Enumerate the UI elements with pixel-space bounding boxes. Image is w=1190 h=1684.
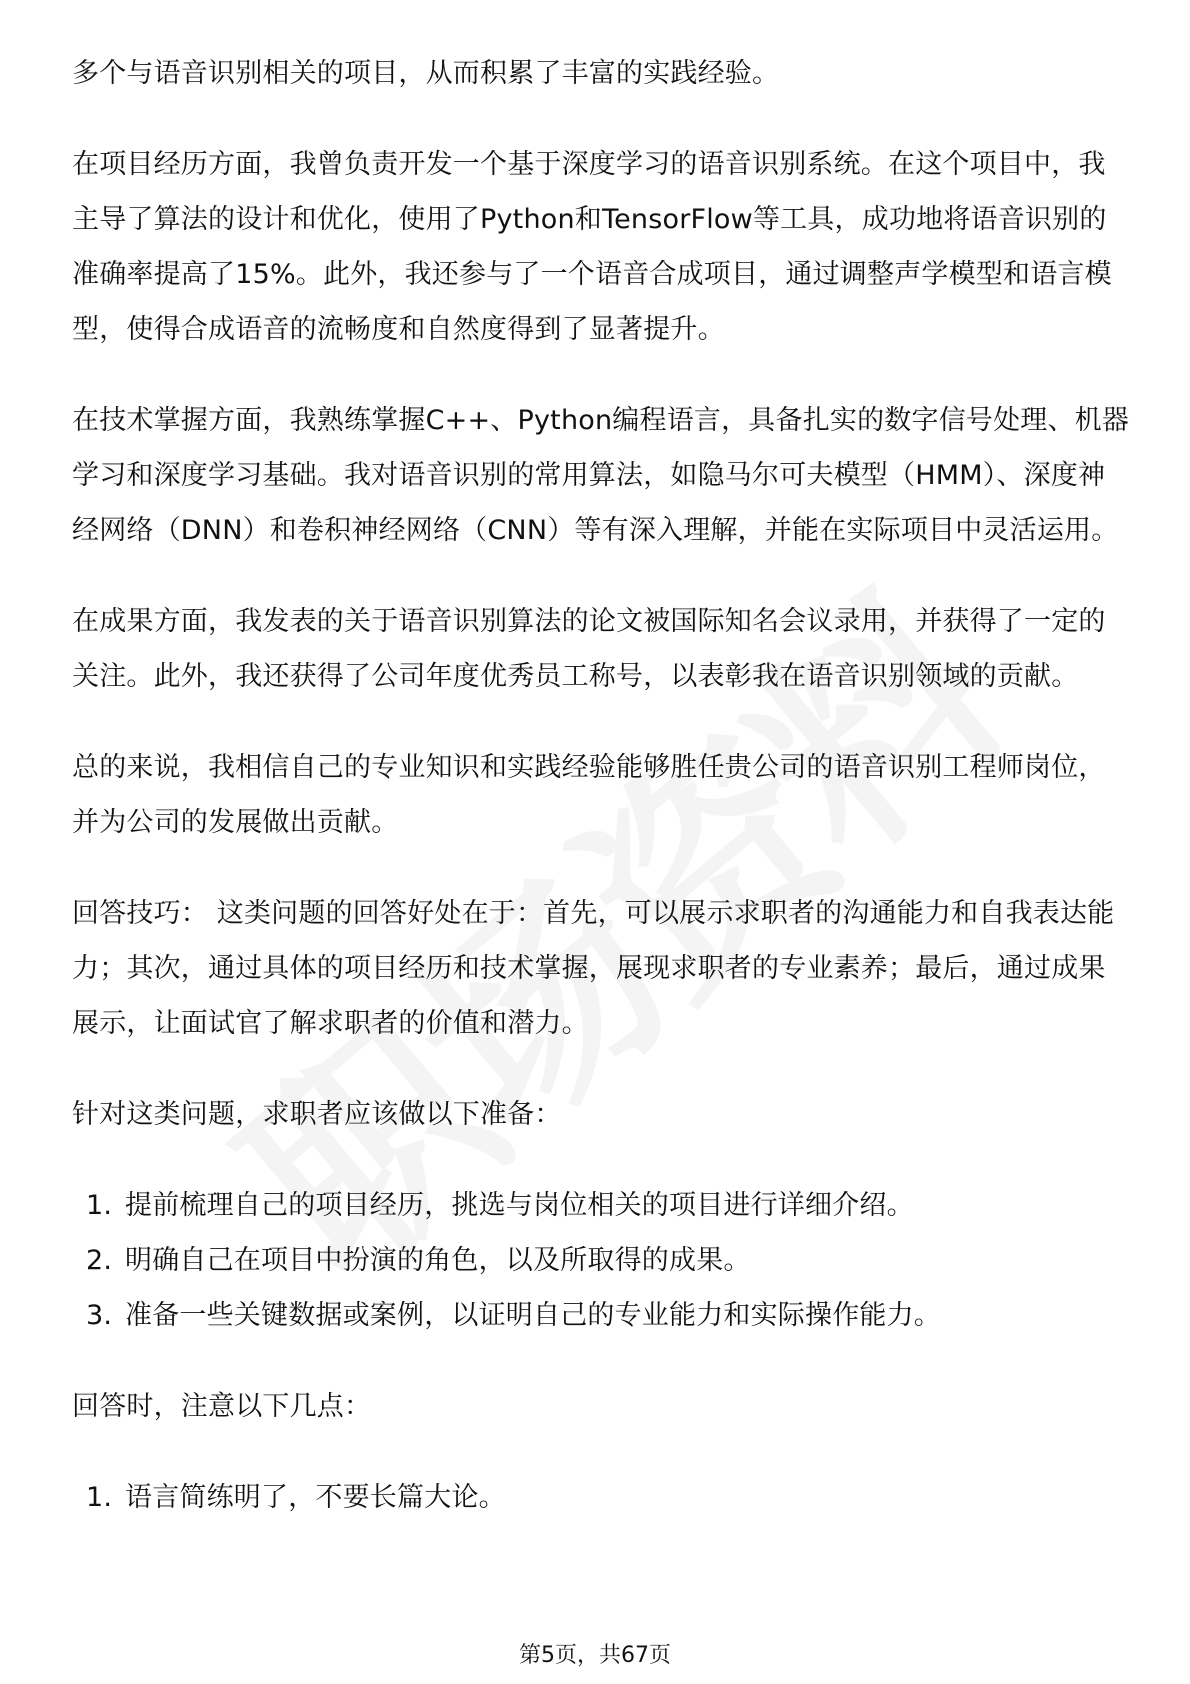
paragraph-summary: 总的来说，我相信自己的专业知识和实践经验能够胜任贵公司的语音识别工程师岗位，并为公司的发展做出贡献。 <box>72 752 1106 838</box>
list-item <box>72 1288 1132 1343</box>
list-item-text: 准备一些关键数据或案例，以证明自己的专业能力和实际操作能力。 <box>125 1300 941 1331</box>
preparation-list <box>72 1178 1132 1343</box>
list-item <box>72 1233 1132 1288</box>
list-item-text: 语言简练明了，不要长篇大论。 <box>125 1482 506 1513</box>
list-item-number: 3. <box>86 1300 113 1331</box>
paragraph-preparation-intro: 针对这类问题，求职者应该做以下准备： <box>72 1099 562 1130</box>
paragraph-achievements: 在成果方面，我发表的关于语音识别算法的论文被国际知名会议录用，并获得了一定的关注。此外，我还获得了公司年度优秀员工称号，以表彰我在语音识别领域的贡献。 <box>72 606 1106 692</box>
notes-list <box>72 1470 1132 1525</box>
list-item-text: 明确自己在项目中扮演的角色，以及所取得的成果。 <box>125 1245 751 1276</box>
list-item <box>72 1470 1132 1525</box>
list-item-number: 1. <box>86 1482 113 1513</box>
list-item-text: 提前梳理自己的项目经历，挑选与岗位相关的项目进行详细介绍。 <box>125 1190 914 1221</box>
paragraph-notes-intro: 回答时，注意以下几点： <box>72 1391 372 1422</box>
paragraph-technical-skills: 在技术掌握方面，我熟练掌握C++、Python编程语言，具备扎实的数字信号处理、机器学习和深度学习基础。我对语音识别的常用算法，如隐马尔可夫模型（HMM）、深度神经网络（DNN）和卷积神经网络（CNN）等有深入理解，并能在实际项目中灵活运用。 <box>72 405 1130 546</box>
page-content <box>72 46 1132 1561</box>
page-number-footer: 第5页，共67页 <box>519 1643 671 1668</box>
list-item-number: 1. <box>86 1190 113 1221</box>
paragraph-intro-continuation: 多个与语音识别相关的项目，从而积累了丰富的实践经验。 <box>72 58 780 89</box>
list-item <box>72 1178 1132 1233</box>
list-item-number: 2. <box>86 1245 113 1276</box>
paragraph-answer-tips: 回答技巧： 这类问题的回答好处在于：首先，可以展示求职者的沟通能力和自我表达能力；其次，通过具体的项目经历和技术掌握，展现求职者的专业素养；最后，通过成果展示，让面试官了解求职者的价值和潜力。 <box>72 898 1115 1039</box>
paragraph-project-experience: 在项目经历方面，我曾负责开发一个基于深度学习的语音识别系统。在这个项目中，我主导了算法的设计和优化，使用了Python和TensorFlow等工具，成功地将语音识别的准确率提高了15%。此外，我还参与了一个语音合成项目，通过调整声学模型和语言模型，使得合成语音的流畅度和自然度得到了显著提升。 <box>72 149 1112 345</box>
